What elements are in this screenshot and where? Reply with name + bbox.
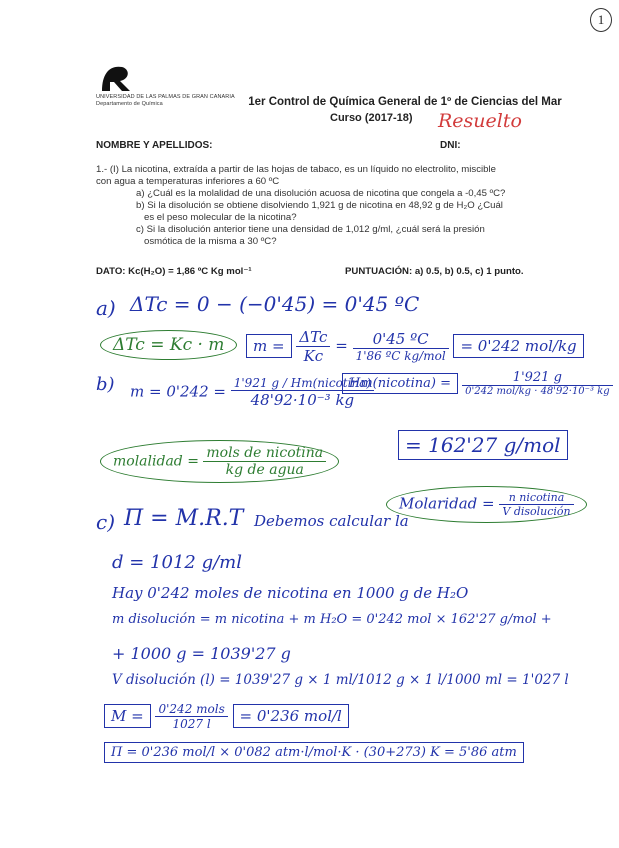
calculation-note: Debemos calcular la — [254, 512, 409, 530]
molality-equation-b: m = 0'242 = $\frac{\text{1'921 g / Hm(nicotina)}}{\text{48'92·10⁻³ kg}}$ — [130, 376, 374, 409]
molarity-definition: Molaridad = $\frac{\text{n nicotina}}{\text{V disolución}}$ — [386, 486, 587, 523]
question-a: a) ¿Cuál es la molalidad de una disolución acuosa de nicotina que congela a -0,45 ºC? — [136, 188, 506, 199]
molality-calculation: m = $\frac{\text{ΔTc}}{Kc}$ = $\frac{\text{0'45 ºC}}{\text{1'86 ºC kg/mol}}$ = 0'242 mol/kg — [246, 328, 584, 365]
moles-statement: Hay 0'242 moles de nicotina en 1000 g de H₂O — [112, 584, 469, 602]
question-c: c) Si la disolución anterior tiene una densidad de 1,012 g/ml, ¿cuál será la presión — [136, 224, 485, 235]
mass-solution-result: + 1000 g = 1039'27 g — [112, 644, 291, 663]
delta-t-calculation: ΔTc = 0 − (−0'45) = 0'45 ºC — [130, 292, 420, 316]
course-year: Curso (2017-18) — [330, 112, 413, 124]
data-constant: DATO: Kc(H₂O) = 1,86 ºC Kg mol⁻¹ — [96, 266, 252, 277]
molecular-weight-calculation: Hm(nicotina) = $\frac{1'921 g}{\text{0'242 mol/kg · 48'92·10⁻³ kg}}$ — [342, 370, 613, 397]
resuelto-handwritten-mark: Resuelto — [438, 110, 522, 132]
part-b-label: b) — [96, 374, 115, 395]
university-logo-icon — [96, 63, 132, 93]
dni-label: DNI: — [440, 140, 461, 151]
freezing-point-formula: ΔTc = Kc · m — [100, 330, 237, 360]
exam-title: 1er Control de Química General de 1º de Ciencias del Mar — [248, 96, 562, 108]
molarity-calculation: M = $\frac{\text{0'242 mols}}{1027 l}$ = 0'236 mol/l — [104, 702, 349, 731]
molecular-weight-result: = 162'27 g/mol — [398, 430, 568, 460]
university-name: UNIVERSIDAD DE LAS PALMAS DE GRAN CANARIA Departamento de Química — [96, 94, 235, 107]
part-a-label: a) — [96, 296, 116, 320]
mass-solution-line: m disolución = m nicotina + m H₂O = 0'242 mol × 162'27 g/mol + — [112, 612, 552, 627]
question-b: b) Si la disolución se obtiene disolviendo 1,921 g de nicotina en 48,92 g de H₂O ¿Cuál — [136, 200, 503, 211]
name-label: NOMBRE Y APELLIDOS: — [96, 140, 213, 151]
density-value: d = 1012 g/ml — [112, 552, 242, 573]
osmotic-pressure-result: Π = 0'236 mol/l × 0'082 atm·l/mol·K · (30+273) K = 5'86 atm — [104, 742, 524, 763]
volume-calculation: V disolución (l) = 1039'27 g × 1 ml/1012 g × 1 l/1000 ml = 1'027 l — [112, 672, 569, 688]
osmotic-pressure-formula: Π = M.R.T — [124, 506, 244, 531]
page-number-circle: 1 — [590, 8, 612, 32]
molality-definition: molalidad = $\frac{\text{mols de nicotina}}{\text{kg de agua}}$ — [100, 440, 339, 483]
part-c-label: c) — [96, 510, 116, 534]
score-info: PUNTUACIÓN: a) 0.5, b) 0.5, c) 1 punto. — [345, 266, 524, 277]
question-text: 1.- (I) La nicotina, extraída a partir de las hojas de tabaco, es un líquido no electrolito, miscible con agua a temperaturas inferiores a 60 ºC a) ¿Cuál es la molalidad de una disolución acuosa de nicotina que congela a -0,45 ºC? b) Si la disolución se obtiene disolviendo 1,921 g de nicotina en 48,92 g de H₂O ¿Cuál es el peso molecular de la nicotina? c) Si la disolución anterior tiene una densidad de 1,012 g/ml, ¿cuál será la presión osmótica de la misma a 30 ºC? — [96, 164, 596, 248]
